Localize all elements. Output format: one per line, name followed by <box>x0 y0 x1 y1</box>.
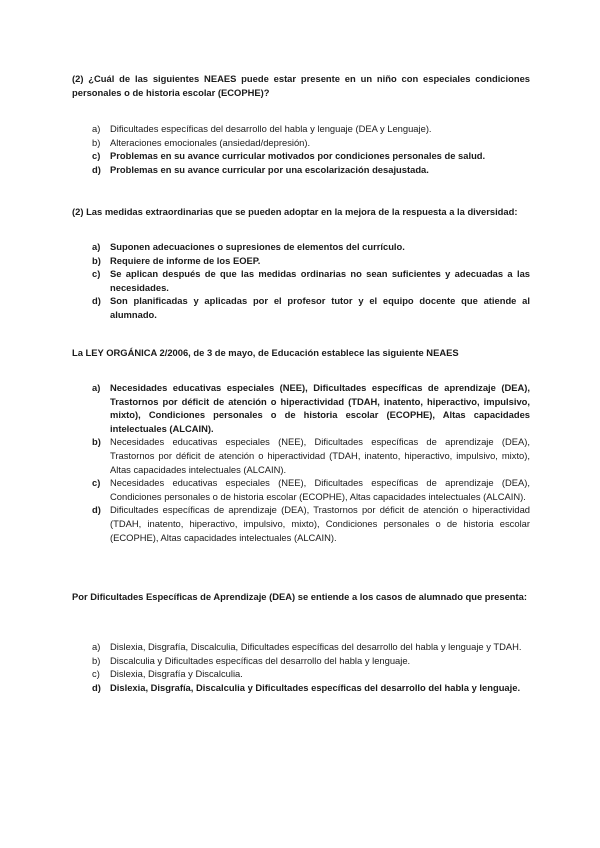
option-letter: d) <box>92 295 101 307</box>
option-text: Dislexia, Disgrafía y Discalculia. <box>110 668 243 680</box>
option-text: Requiere de informe de los EOEP. <box>110 254 261 266</box>
option-text: Problemas en su avance curricular motivados por condiciones personales de salud. <box>110 150 486 162</box>
option-3a <box>92 381 530 435</box>
option-letter: d) <box>92 163 101 175</box>
option-2b <box>92 254 530 268</box>
option-1b <box>92 136 530 150</box>
option-letter: d) <box>92 681 101 693</box>
option-text: Dificultades específicas de aprendizaje (DEA), Trastornos por déficit de atención o hiperactividad (TDAH, inatento, hiperactivo, impulsivo, mixto), Condiciones personales o de historia escolar (ECOPHE), Altas capacidades intelectuales (ALCAIN). <box>110 504 530 543</box>
option-text: Dislexia, Disgrafía, Discalculia y Dificultades específicas del desarrollo del habla y lenguaje. <box>110 681 521 693</box>
option-3d <box>92 503 530 544</box>
question-1: (2) ¿Cuál de las siguientes NEAES puede estar presente en un niño con especiales condiciones personales o de historia escolar (ECOPHE)? <box>72 73 530 98</box>
option-text: Alteraciones emocionales (ansiedad/depresión). <box>110 136 311 148</box>
option-4d <box>92 681 530 695</box>
question-4-options <box>92 640 530 694</box>
option-text: Son planificadas y aplicadas por el profesor tutor y el equipo docente que atiende al alumnado. <box>110 295 530 320</box>
option-2a <box>92 240 530 254</box>
option-letter: c) <box>92 150 101 162</box>
option-text: Dislexia, Disgrafía, Discalculia, Dificultades específicas del desarrollo del habla y lenguaje y TDAH. <box>110 641 522 652</box>
option-letter: b) <box>92 254 101 266</box>
option-4a <box>92 640 530 654</box>
option-text: Problemas en su avance curricular por una escolarización desajustada. <box>110 163 429 175</box>
option-text: Necesidades educativas especiales (NEE), Dificultades específicas de aprendizaje (DEA), Condiciones personales o de historia escolar (ECOPHE), Altas capacidades intelectuales (ALCAIN). <box>110 477 530 502</box>
option-letter: c) <box>92 668 100 680</box>
option-letter: c) <box>92 268 101 280</box>
question-3: La LEY ORGÁNICA 2/2006, de 3 de mayo, de Educación establece las siguiente NEAES <box>72 347 459 358</box>
option-text: Se aplican después de que las medidas ordinarias no sean suficientes y adecuadas a las necesidades. <box>110 268 530 293</box>
option-letter: b) <box>92 436 101 448</box>
option-letter: a) <box>92 241 101 252</box>
option-3b <box>92 435 530 476</box>
option-letter: a) <box>92 123 101 134</box>
option-2d <box>92 294 530 321</box>
question-2-options <box>92 240 530 322</box>
option-letter: a) <box>92 382 101 393</box>
question-1-options <box>92 122 530 176</box>
option-text: Discalculia y Dificultades específicas del desarrollo del habla y lenguaje. <box>110 654 411 666</box>
option-4b <box>92 654 530 668</box>
option-text: Dificultades específicas del desarrollo del habla y lenguaje (DEA y Lenguaje). <box>110 123 432 134</box>
option-letter: c) <box>92 477 101 489</box>
option-2c <box>92 267 530 294</box>
option-3c <box>92 476 530 503</box>
option-1d <box>92 163 530 177</box>
option-text: Necesidades educativas especiales (NEE), Dificultades específicas de aprendizaje (DEA), Trastornos por déficit de atención o hiperactividad (TDAH, inatento, hiperactivo, impulsivo, mixto), Condiciones personales o de historia escolar (ECOPHE), Altas capacidades intelectuales (ALCAIN). <box>110 382 530 434</box>
option-letter: b) <box>92 654 101 666</box>
option-text: Necesidades educativas especiales (NEE), Dificultades específicas de aprendizaje (DEA), Trastornos por déficit de atención o hiperactividad (TDAH, inatento, hiperactivo, impulsivo, mixto), Altas capacidades intelectuales (ALCAIN). <box>110 436 530 475</box>
option-4c <box>92 667 530 681</box>
option-letter: d) <box>92 504 101 516</box>
question-2: (2) Las medidas extraordinarias que se pueden adoptar en la mejora de la respuesta a la diversidad: <box>72 206 518 217</box>
option-letter: a) <box>92 641 101 652</box>
question-4: Por Dificultades Específicas de Aprendizaje (DEA) se entiende a los casos de alumnado que presenta: <box>72 591 527 602</box>
question-3-options <box>92 381 530 544</box>
option-letter: b) <box>92 136 101 148</box>
option-1a <box>92 122 530 136</box>
option-1c <box>92 149 530 163</box>
option-text: Suponen adecuaciones o supresiones de elementos del currículo. <box>110 241 405 252</box>
